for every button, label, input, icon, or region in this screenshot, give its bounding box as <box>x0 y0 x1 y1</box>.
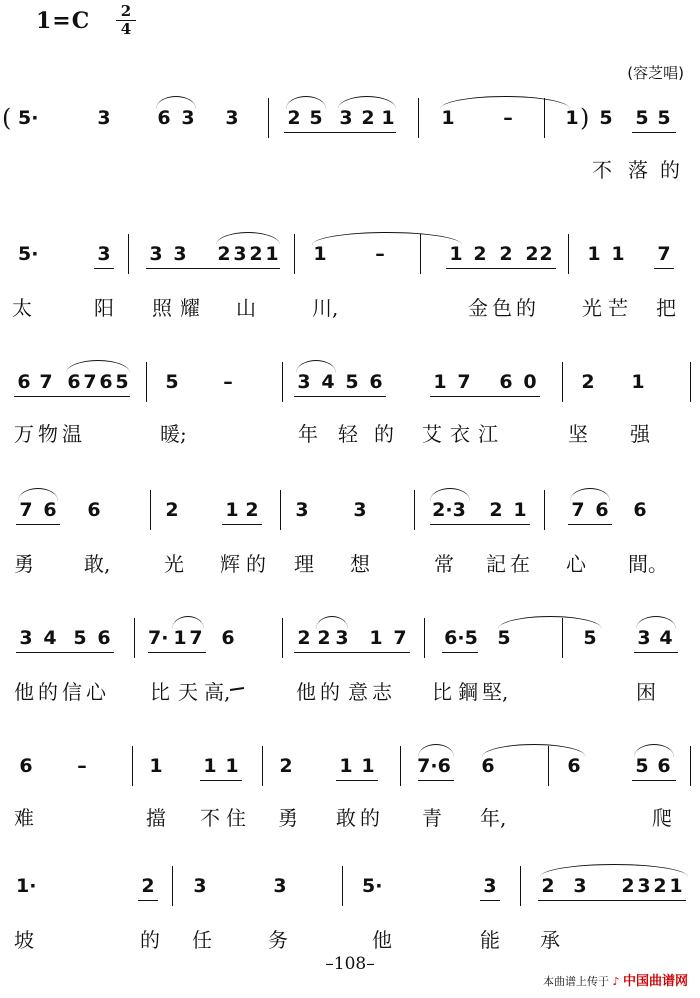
beam <box>14 396 130 397</box>
lyric: 的 <box>140 928 160 952</box>
beam <box>632 780 676 781</box>
lyric: 辉 <box>220 552 240 576</box>
note: 2 <box>653 875 667 897</box>
barline <box>150 490 151 530</box>
note: 1 <box>587 243 601 265</box>
barline <box>544 490 545 530</box>
notation-line <box>0 618 700 658</box>
lyric: 心 <box>86 680 106 704</box>
barline <box>424 618 425 658</box>
barline <box>420 234 421 274</box>
note: 2 <box>287 107 301 129</box>
note: 5 <box>165 371 179 393</box>
note: 1 <box>313 243 327 265</box>
lyric: 能 <box>480 928 500 952</box>
beam <box>430 396 540 397</box>
note: 6 <box>87 499 101 521</box>
note: 3 <box>573 875 587 897</box>
lyric: 金 <box>468 296 488 320</box>
note: 3 <box>19 627 33 649</box>
note: 5 <box>309 107 323 129</box>
barline <box>172 866 173 906</box>
beam <box>634 652 678 653</box>
note: 6 <box>657 755 671 777</box>
note: 3 <box>483 875 497 897</box>
note: 2 <box>581 371 595 393</box>
note: 4 <box>659 627 673 649</box>
note: 5 <box>497 627 511 649</box>
note: 4 <box>43 627 57 649</box>
slur <box>286 96 326 109</box>
tie <box>540 864 688 877</box>
beam <box>222 524 262 525</box>
lyric: 坡 <box>14 928 34 952</box>
lyric: 信 <box>62 680 82 704</box>
page-number: –108– <box>325 954 375 974</box>
lyric: 落 <box>628 158 648 182</box>
tie <box>440 96 570 109</box>
lyric: 不 <box>200 806 220 830</box>
note: 3 <box>273 875 287 897</box>
beam <box>284 132 396 133</box>
barline <box>262 746 263 786</box>
beam <box>16 652 114 653</box>
barline <box>282 618 283 658</box>
note: 6 <box>633 499 647 521</box>
lyric: 耀 <box>180 296 200 320</box>
note: 2 <box>217 243 231 265</box>
note: 1 <box>149 755 163 777</box>
lyric: 勇 <box>278 806 298 830</box>
note: 6 <box>157 107 171 129</box>
note: 6·5 <box>444 627 478 649</box>
note: 3 <box>637 875 651 897</box>
lyric: 太 <box>12 296 32 320</box>
note: 1· <box>16 875 37 897</box>
barline <box>280 490 281 530</box>
lyrics-line <box>0 680 700 708</box>
beam <box>294 652 410 653</box>
lyric: 青 <box>422 806 442 830</box>
barline <box>134 618 135 658</box>
note: 3 <box>295 499 309 521</box>
lyric: 比 <box>150 680 170 704</box>
slur <box>216 232 280 245</box>
notation-line <box>0 490 700 530</box>
note: 6 <box>369 371 383 393</box>
lyric: 承 <box>540 928 560 952</box>
note: 3 <box>225 107 239 129</box>
lyrics-line <box>0 422 700 450</box>
lyric: 他 <box>14 680 34 704</box>
lyric: 志 <box>372 680 392 704</box>
note: 2 <box>539 243 553 265</box>
lyric: 的 <box>360 806 380 830</box>
note: – <box>77 755 87 777</box>
lyric: 的 <box>38 680 58 704</box>
notation-line <box>0 234 700 274</box>
lyric: 的 <box>246 552 266 576</box>
beam <box>632 132 676 133</box>
note: 3 <box>637 627 651 649</box>
note: 6 <box>595 499 609 521</box>
upload-note: 本曲谱上传于 <box>542 975 609 988</box>
notation-line <box>0 98 700 138</box>
note: – <box>375 243 385 265</box>
lyric: 的 <box>320 680 340 704</box>
lyric: 年 <box>298 422 318 446</box>
lyric: 不 <box>592 158 612 182</box>
lyric: 勇 <box>14 552 34 576</box>
note: 1 <box>361 755 375 777</box>
lyric: 芒 <box>608 296 628 320</box>
barline <box>548 746 549 786</box>
note: 2·3 <box>432 499 466 521</box>
lyric: 万 <box>14 422 34 446</box>
beam <box>146 268 280 269</box>
lyric: 比 <box>432 680 452 704</box>
note: 1 <box>669 875 683 897</box>
note: 2 <box>297 627 311 649</box>
lyric: 色 <box>492 296 512 320</box>
note: 1 <box>381 107 395 129</box>
note: 5 <box>583 627 597 649</box>
note: 7 <box>19 499 33 521</box>
note: 2 <box>245 499 259 521</box>
beam <box>336 780 378 781</box>
lyric: 任 <box>192 928 212 952</box>
barline <box>146 362 147 402</box>
barline <box>128 234 129 274</box>
note: 5· <box>18 243 39 265</box>
lyric: 把 <box>656 296 676 320</box>
lyric: 他 <box>372 928 392 952</box>
lyric: 强 <box>630 422 650 446</box>
slur <box>172 616 204 629</box>
note: 7 <box>657 243 671 265</box>
lyrics-line <box>0 552 700 580</box>
note: 3 <box>339 107 353 129</box>
note: 2 <box>141 875 155 897</box>
note: 3 <box>335 627 349 649</box>
note: 6 <box>99 371 113 393</box>
barline <box>268 98 269 138</box>
lyric: 川, <box>312 296 339 320</box>
lyric: 困 <box>636 680 656 704</box>
lyrics-line <box>0 928 700 956</box>
lyric: 轻 <box>338 422 358 446</box>
note: 3 <box>97 107 111 129</box>
lyric: 敢, <box>84 552 111 576</box>
lyric: 温 <box>62 422 82 446</box>
beam <box>480 900 500 901</box>
barline <box>690 746 691 786</box>
note: 3 <box>233 243 247 265</box>
beam <box>446 268 556 269</box>
note: 3 <box>193 875 207 897</box>
barline <box>690 362 691 402</box>
lyric: 敢 <box>336 806 356 830</box>
lyric: 擋 <box>146 806 166 830</box>
note: 2 <box>499 243 513 265</box>
note: 0 <box>523 371 537 393</box>
note: 5 <box>599 107 613 129</box>
barline <box>282 362 283 402</box>
lyric: 暖; <box>160 422 187 446</box>
note: 1 <box>631 371 645 393</box>
lyric: 艾 <box>422 422 442 446</box>
time-signature-bottom: 4 <box>120 20 132 38</box>
lyric: 衣 <box>450 422 470 446</box>
note: 3 <box>297 371 311 393</box>
note: 5 <box>345 371 359 393</box>
note: 6 <box>499 371 513 393</box>
notation-line <box>0 362 700 402</box>
lyric: 物 <box>38 422 58 446</box>
barline <box>132 746 133 786</box>
beam <box>442 652 478 653</box>
singer-credit: (容芝唱) <box>627 64 684 82</box>
beam <box>200 780 242 781</box>
note: 6 <box>19 755 33 777</box>
note: 3 <box>173 243 187 265</box>
barline <box>414 490 415 530</box>
note: 2 <box>489 499 503 521</box>
note: 6 <box>97 627 111 649</box>
note: 7 <box>393 627 407 649</box>
note: 3 <box>353 499 367 521</box>
barline <box>562 618 563 658</box>
lyric: 他 <box>296 680 316 704</box>
barline <box>342 866 343 906</box>
lyric: 山 <box>236 296 256 320</box>
lyric: 难 <box>14 806 34 830</box>
note: 1 <box>441 107 455 129</box>
note: 6 <box>43 499 57 521</box>
note: 2 <box>317 627 331 649</box>
note: 2 <box>473 243 487 265</box>
lyric: 爬 <box>652 806 672 830</box>
note: 2 <box>165 499 179 521</box>
note: 1 <box>433 371 447 393</box>
time-signature-top: 2 <box>120 2 132 20</box>
note: 6 <box>567 755 581 777</box>
lyric: 照 <box>152 296 172 320</box>
note: 2 <box>525 243 539 265</box>
lyric: 在 <box>510 552 530 576</box>
note: 2 <box>621 875 635 897</box>
lyric: 天 <box>178 680 198 704</box>
note: 1 <box>369 627 383 649</box>
beam <box>294 396 386 397</box>
notation-line <box>0 746 700 786</box>
key-signature: 1=C <box>36 8 91 34</box>
beam <box>538 900 686 901</box>
lyric: 住 <box>226 806 246 830</box>
slur <box>636 616 676 629</box>
note: – <box>503 107 513 129</box>
lyric: 年, <box>480 806 507 830</box>
note: 1 <box>203 755 217 777</box>
note: – <box>223 371 233 393</box>
note: 1 <box>225 755 239 777</box>
beam <box>16 524 60 525</box>
note: 7·6 <box>417 755 451 777</box>
note: 5 <box>657 107 671 129</box>
beam <box>148 652 206 653</box>
barline <box>520 866 521 906</box>
note: 5· <box>362 875 383 897</box>
lyric: 江 <box>478 422 498 446</box>
note: 6 <box>481 755 495 777</box>
note: 5 <box>73 627 87 649</box>
note: 1 <box>611 243 625 265</box>
lyrics-line <box>0 296 700 324</box>
slur <box>296 360 336 373</box>
note: 6 <box>17 371 31 393</box>
beam <box>418 780 454 781</box>
note: 1 <box>173 627 187 649</box>
slur <box>418 744 454 757</box>
note: 7 <box>571 499 585 521</box>
beam <box>568 524 612 525</box>
barline <box>562 362 563 402</box>
slur <box>156 96 196 109</box>
note: 7 <box>457 371 471 393</box>
lyric: 堅, <box>482 680 509 704</box>
note: 4 <box>321 371 335 393</box>
note: 7 <box>39 371 53 393</box>
note: 1 <box>449 243 463 265</box>
lyrics-line <box>0 158 700 186</box>
note: 5· <box>18 107 39 129</box>
note: 5 <box>115 371 129 393</box>
slur <box>570 488 610 501</box>
note: 5 <box>635 755 649 777</box>
note: 2 <box>279 755 293 777</box>
note: 3 <box>149 243 163 265</box>
lyric: 常 <box>434 552 454 576</box>
lyric: 的 <box>374 422 394 446</box>
slur <box>430 488 470 501</box>
notation-line <box>0 866 700 906</box>
note: 2 <box>541 875 555 897</box>
note: 1 <box>339 755 353 777</box>
barline <box>544 98 545 138</box>
beam <box>94 268 114 269</box>
repeat-bracket-open: ( <box>2 104 12 132</box>
barline <box>294 234 295 274</box>
note: 5 <box>635 107 649 129</box>
note: 2 <box>249 243 263 265</box>
note: 7· <box>148 627 169 649</box>
lyric: 想 <box>350 552 370 576</box>
note: 1 <box>225 499 239 521</box>
watermark <box>543 970 688 989</box>
lyric: 鋼 <box>458 680 478 704</box>
lyric: 理 <box>294 552 314 576</box>
slur <box>18 488 58 501</box>
note: 2 <box>361 107 375 129</box>
lyric: 阳 <box>94 296 114 320</box>
barline <box>418 98 419 138</box>
slur <box>316 616 348 629</box>
tie <box>312 232 462 245</box>
note: 6 <box>67 371 81 393</box>
note: 7 <box>83 371 97 393</box>
note: 3 <box>181 107 195 129</box>
note: 1 <box>565 107 579 129</box>
repeat-bracket-close: ) <box>580 104 590 132</box>
lyric: 光 <box>164 552 184 576</box>
lyric: 記 <box>486 552 506 576</box>
time-signature <box>116 4 136 37</box>
note: 1 <box>265 243 279 265</box>
lyric: 間。 <box>628 552 668 576</box>
lyric: 心 <box>566 552 586 576</box>
site-name: 中国曲谱网 <box>622 974 688 989</box>
lyric: 坚 <box>568 422 588 446</box>
note: 7 <box>189 627 203 649</box>
slur <box>66 360 130 373</box>
lyric: 高, <box>204 680 231 704</box>
beam <box>654 268 674 269</box>
slur <box>634 744 674 757</box>
lyric: 务 <box>268 928 288 952</box>
lyric: 的 <box>660 158 680 182</box>
note: 3 <box>97 243 111 265</box>
lyric: 光 <box>582 296 602 320</box>
lyrics-line <box>0 806 700 834</box>
beam <box>138 900 158 901</box>
note-icon: ♪ <box>612 975 620 988</box>
slur <box>338 96 396 109</box>
note: 6 <box>221 627 235 649</box>
note: 1 <box>513 499 527 521</box>
lyric: 的 <box>516 296 536 320</box>
beam <box>430 524 530 525</box>
lyric: 意 <box>348 680 368 704</box>
barline <box>568 234 569 274</box>
barline <box>400 746 401 786</box>
